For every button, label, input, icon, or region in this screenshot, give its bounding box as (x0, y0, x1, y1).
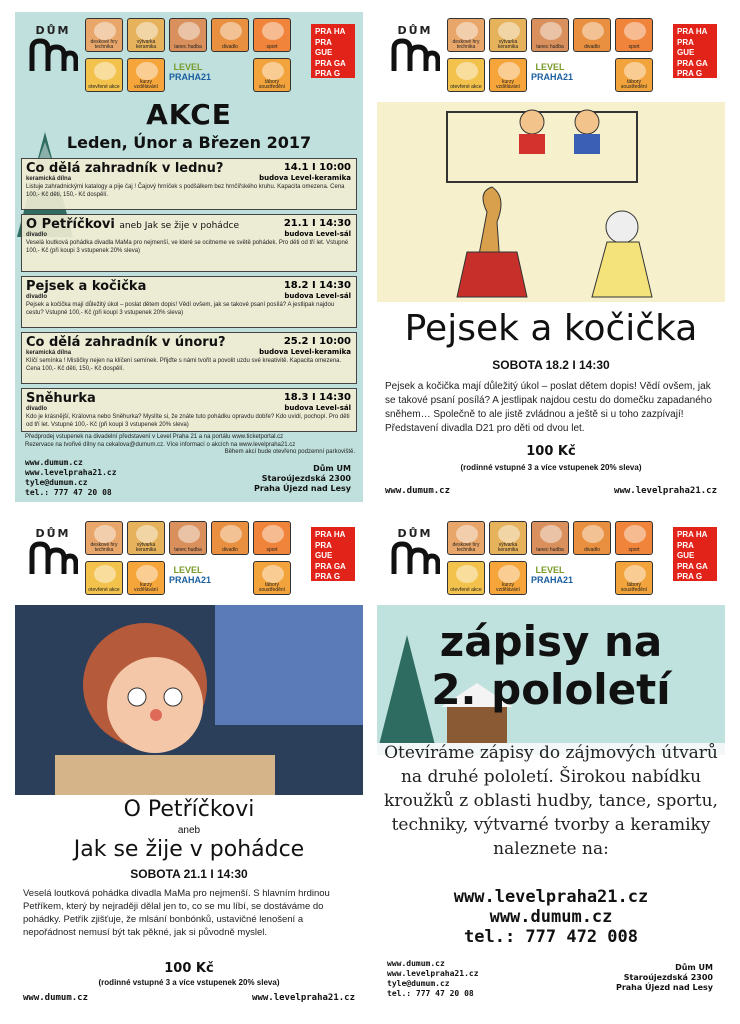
activity-tile[interactable]: výtvarka keramika (489, 521, 527, 555)
event-title: Co dělá zahradník v únoru? (26, 335, 226, 350)
logo-mark-icon (28, 540, 78, 576)
activity-icon (456, 62, 478, 80)
activity-icon (94, 62, 116, 80)
event-title: Pejsek a kočička (26, 279, 147, 294)
activity-icon (136, 525, 158, 543)
activity-tile[interactable]: tanec hudba (169, 18, 207, 52)
activity-tiles (447, 18, 657, 96)
activity-icon (456, 22, 478, 40)
praha-badge (673, 527, 717, 581)
praha-badge (311, 527, 355, 581)
website-link[interactable]: www.dumum.cz (489, 907, 613, 927)
activity-tile[interactable]: sport (615, 18, 653, 52)
poster-akce (15, 12, 363, 502)
zapisy-title: zápisy na (439, 617, 663, 666)
event-card (21, 332, 357, 384)
activity-icon (220, 22, 242, 40)
activity-tile[interactable]: tanec hudba (531, 521, 569, 555)
event-date: 18.3 I 14:30 budova Level-sál (283, 392, 351, 412)
activity-icon (498, 22, 520, 40)
show-price: 100 Kč (164, 961, 214, 976)
website-link[interactable]: www.levelpraha21.cz (25, 468, 117, 477)
praha-line: PRA GA (677, 561, 708, 571)
activity-tile[interactable]: tanec hudba (169, 521, 207, 555)
activity-tile[interactable]: kurzy vzdělávání (127, 561, 165, 595)
event-type: keramická dílna (26, 176, 72, 182)
activity-icon (220, 525, 242, 543)
activity-icon (498, 525, 520, 543)
akce-subtitle: Leden, Únor a Březen 2017 (66, 133, 312, 152)
praha-line: PRA HA (677, 27, 708, 36)
praha-line: PRA GUE (315, 37, 333, 57)
website-link[interactable]: www.dumum.cz (25, 458, 83, 467)
praha-line: PRA GUE (677, 37, 695, 57)
website-link[interactable]: www.dumum.cz (387, 959, 445, 968)
poster-pejsek (377, 12, 725, 502)
activity-icon (178, 525, 200, 543)
email-link[interactable]: tyle@dumum.cz (25, 478, 88, 487)
presale-note: Předprodej vstupenek na divadelní představení v Level Praha 21 a na portálu www.ticketportal.cz Rezervace na tvořivé dílny na cekalova@dumum.cz. Více informací o akcích na www.levelpraha21.cz Během akcí bude otevřeno podzemní parkoviště. (25, 434, 355, 455)
praha-line: PRA GA (315, 561, 346, 571)
activity-tile[interactable]: výtvarka keramika (127, 18, 165, 52)
activity-tile[interactable]: otevřené akce (447, 58, 485, 92)
activity-icon (262, 525, 284, 543)
contact-list (387, 959, 479, 999)
show-title: Pejsek a kočička (404, 308, 698, 349)
event-title: Co dělá zahradník v lednu? (26, 161, 224, 176)
praha-line: PRA GUE (677, 540, 695, 560)
activity-icon (624, 565, 646, 583)
activity-icon (540, 22, 562, 40)
activity-tile[interactable]: kurzy vzdělávání (489, 58, 527, 92)
activity-tile[interactable]: tábory soustředění (253, 58, 291, 92)
event-card (21, 388, 357, 432)
activity-tile[interactable]: divadlo (211, 521, 249, 555)
activity-tile[interactable]: otevřené akce (85, 561, 123, 595)
price-note: (rodinné vstupné 3 a více vstupenek 20% sleva) (460, 463, 642, 472)
dog-and-cat-illustration (377, 102, 725, 302)
puppet-illustration (15, 605, 363, 795)
logo-mark-icon (28, 37, 78, 73)
level-praha21-logo: LEVEL PRAHA21 (169, 565, 212, 585)
activity-icon (94, 22, 116, 40)
activity-tile[interactable]: kurzy vzdělávání (127, 58, 165, 92)
show-date: SOBOTA 18.2 I 14:30 (492, 358, 610, 372)
activity-tiles (85, 521, 295, 599)
website-link[interactable]: www.levelpraha21.cz (387, 969, 479, 978)
akce-heading (15, 98, 363, 152)
activity-icon (136, 22, 158, 40)
poster-petrickovi (15, 515, 363, 1005)
activity-tile[interactable]: divadlo (573, 521, 611, 555)
event-text: Kdo je krásnější, Královna nebo Sněhurka? Myslíte si, že znáte tuto pohádku opravdu dobře? Kdo uvidí, pochopí. Pro děti od tří let. Vstupné 100,- Kč (při koupi 3 vstupenek 20% sleva) (26, 414, 350, 428)
event-date: 21.1 I 14:30 budova Level-sál (283, 218, 351, 238)
activity-icon (136, 565, 158, 583)
poster-header (15, 515, 363, 605)
event-type: divadlo (26, 232, 48, 238)
activity-tile[interactable]: divadlo (211, 18, 249, 52)
activity-tile[interactable]: tábory soustředění (615, 58, 653, 92)
pejsek-illustration (377, 102, 725, 302)
price-note: (rodinné vstupné 3 a více vstupenek 20% sleva) (98, 978, 280, 987)
event-date: 25.2 I 10:00 budova Level-keramika (259, 336, 351, 356)
activity-tile[interactable]: tábory soustředění (253, 561, 291, 595)
activity-tile[interactable]: deskové hry technika (85, 521, 123, 555)
activity-icon (262, 22, 284, 40)
event-title: O Petříčkovi aneb Jak se žije v pohádce (26, 217, 240, 232)
activity-icon (624, 62, 646, 80)
poster-header (377, 515, 725, 605)
email-link[interactable]: tyle@dumum.cz (387, 979, 450, 988)
praha-line: PRA GA (677, 58, 708, 68)
event-type: keramická dílna (26, 350, 72, 356)
dum-um-logo: DŮM (385, 527, 445, 581)
logo-mark-icon (390, 540, 440, 576)
level-praha21-logo: LEVEL PRAHA21 (531, 565, 574, 585)
activity-icon (624, 525, 646, 543)
activity-icon (624, 22, 646, 40)
website-link[interactable]: www.levelpraha21.cz (614, 486, 717, 496)
praha-badge (311, 24, 355, 78)
event-card (21, 158, 357, 210)
activity-icon (94, 525, 116, 543)
dum-um-logo: DŮM (385, 24, 445, 78)
activity-tile[interactable]: deskové hry technika (447, 521, 485, 555)
website-link[interactable]: www.levelpraha21.cz (453, 887, 649, 907)
activity-tiles (85, 18, 295, 96)
poster-header (377, 12, 725, 102)
activity-tile[interactable]: tábory soustředění (615, 561, 653, 595)
event-text: Listuje zahradnickými katalogy a pije čaj ! Čajový hrníček s podšálkem bez hrnčířského kruhu. Kapacita omezena. Cena 100,- Kč děti, 150,- Kč dospělí. (26, 184, 345, 198)
activity-icon (94, 565, 116, 583)
show-subtitle: Jak se žije v pohádce (73, 837, 305, 862)
event-text: Veselá loutková pohádka divadla MaMa pro nejmenší, ve které se ocitneme ve světě pohádek. Pro děti od tří let. Vstupné 100,- Kč (při koupi 3 vstupenek 20% sleva) (26, 240, 349, 254)
activity-icon (178, 22, 200, 40)
event-title: Sněhurka (26, 391, 96, 406)
activity-tile[interactable]: tanec hudba (531, 18, 569, 52)
website-link[interactable]: www.levelpraha21.cz (252, 993, 355, 1003)
praha-line: PRA GUE (315, 540, 333, 560)
activity-tile[interactable]: sport (253, 521, 291, 555)
address: Dům UM Staroújezdská 2300 Praha Újezd nad Lesy (615, 963, 713, 992)
show-title: O Petříčkovi (123, 797, 255, 822)
contact-list (25, 458, 117, 498)
event-type: divadlo (26, 294, 48, 300)
activity-icon (582, 22, 604, 40)
activity-icon (498, 565, 520, 583)
aneb-text: aneb (177, 825, 201, 836)
activity-tile[interactable]: výtvarka keramika (127, 521, 165, 555)
praha-line: PRA HA (677, 530, 708, 539)
activity-icon (456, 565, 478, 583)
zapisy-subtitle: 2. pololetí (431, 665, 671, 714)
activity-icon (136, 62, 158, 80)
activity-tiles (447, 521, 657, 599)
poster-header (15, 12, 363, 102)
praha-line: PRA G (677, 572, 703, 581)
activity-tile[interactable]: kurzy vzdělávání (489, 561, 527, 595)
activity-icon (582, 525, 604, 543)
puppet-photo (15, 605, 363, 795)
phone-number: tel.: 777 47 20 08 (25, 488, 112, 497)
event-card (21, 276, 357, 328)
level-praha21-logo: LEVEL PRAHA21 (169, 62, 212, 82)
event-card (21, 214, 357, 272)
activity-tile[interactable]: výtvarka keramika (489, 18, 527, 52)
activity-icon (456, 525, 478, 543)
show-price: 100 Kč (526, 444, 576, 459)
dum-um-logo: DŮM (23, 24, 83, 78)
activity-icon (498, 62, 520, 80)
phone-number: tel.: 777 47 20 08 (387, 989, 474, 998)
website-link[interactable]: www.dumum.cz (23, 993, 89, 1003)
event-text: Pejsek a kočička mají důležitý úkol – poslat dětem dopis! Vědí ovšem, jak se takové psaní posílá? A jestlipak najdou cestu? Vstupné 100,- Kč (při koupi 3 vstupenek 20% sleva) (26, 302, 335, 316)
phone-number: tel.: 777 472 008 (464, 927, 638, 947)
activity-tile[interactable]: sport (253, 18, 291, 52)
praha-badge (673, 24, 717, 78)
show-description: Veselá loutková pohádka divadla MaMa pro nejmenší. S hlavním hrdinou Petříkem, který by nejraději dělal jen to, co se mu líbí, se dostáváme do pohádky. Petřík zjišťuje, že mlsání bonbónků, ustavičné lenošení a nepořádnost nemusí být tak pěkné, jak si původně myslel. (23, 888, 330, 938)
level-praha21-logo: LEVEL PRAHA21 (531, 62, 574, 82)
activity-tile[interactable]: deskové hry technika (447, 18, 485, 52)
dum-um-logo: DŮM (23, 527, 83, 581)
event-date: 14.1 I 10:00 budova Level-keramika (259, 162, 351, 182)
event-date: 18.2 I 14:30 budova Level-sál (283, 280, 351, 300)
event-type: divadlo (26, 406, 48, 412)
activity-icon (540, 525, 562, 543)
praha-line: PRA G (315, 69, 341, 78)
show-date: SOBOTA 21.1 I 14:30 (130, 867, 248, 881)
akce-title: AKCE (146, 98, 232, 131)
poster-zapisy (377, 515, 725, 1005)
praha-line: PRA HA (315, 27, 346, 36)
logo-mark-icon (390, 37, 440, 73)
activity-tile[interactable]: divadlo (573, 18, 611, 52)
praha-line: PRA G (677, 69, 703, 78)
praha-line: PRA G (315, 572, 341, 581)
activity-tile[interactable]: otevřené akce (447, 561, 485, 595)
activity-icon (262, 565, 284, 583)
website-link[interactable]: www.dumum.cz (385, 486, 451, 496)
activity-tile[interactable]: otevřené akce (85, 58, 123, 92)
event-text: Klíčí semínka ! Mističky nejen na klíčení semínek. Přijďte s námi tvořit a povolit uzdu své kreativitě. Kapacita omezena. Cena 100,- Kč děti, 150,- Kč dospělí. (26, 358, 342, 372)
activity-icon (262, 62, 284, 80)
zapisy-description: Otevíráme zápisy do zájmových útvarů na druhé pololetí. Širokou nabídku kroužků z oblasti hudby, tance, sportu, techniky, výtvarné tvorby a keramiky naleznete na: (384, 743, 718, 859)
praha-line: PRA HA (315, 530, 346, 539)
address: Dům UM Staroújezdská 2300 Praha Újezd nad Lesy (253, 464, 351, 493)
activity-tile[interactable]: deskové hry technika (85, 18, 123, 52)
praha-line: PRA GA (315, 58, 346, 68)
activity-tile[interactable]: sport (615, 521, 653, 555)
show-description: Pejsek a kočička mají důležitý úkol – poslat dětem dopis! Vědí ovšem, jak se takové psaní posílá? A jestlipak najdou cestu do domečku zapadaného sněhem… Společně to ale jistě zvládnou a ještě si u toho zazpívají! Představení divadla D21 pro děti od dvou let. (385, 381, 712, 434)
